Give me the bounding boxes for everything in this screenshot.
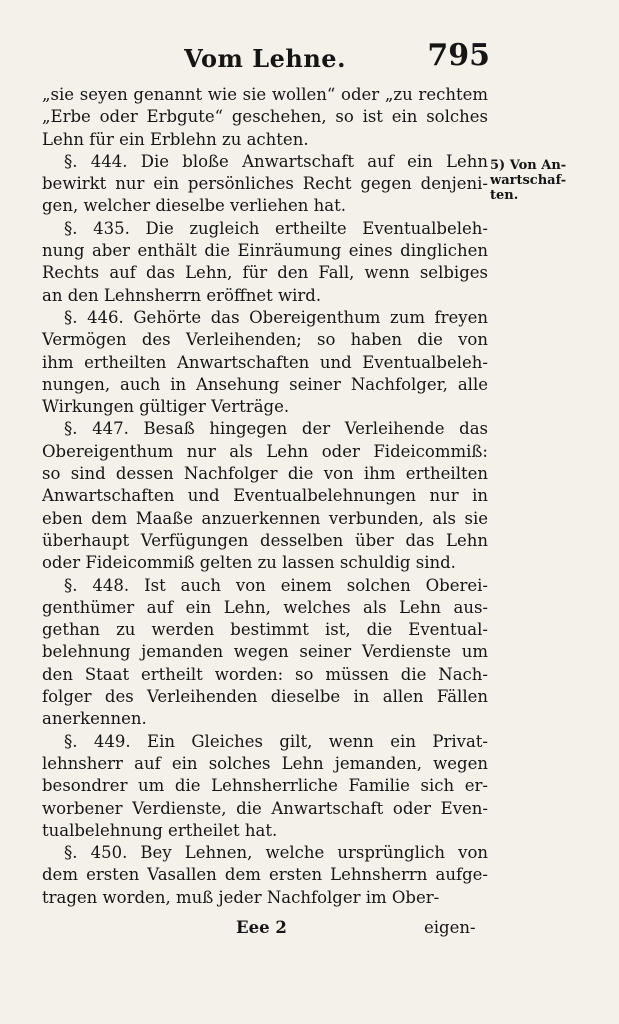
text-line: Vermögen des Verleihenden; so haben die von	[42, 330, 488, 350]
paragraph	[42, 731, 488, 842]
text-line: eben dem Maaße anzuerkennen verbunden, als sie	[42, 508, 488, 528]
text-line: dem ersten Vasallen dem ersten Lehnsherrn aufge-	[42, 865, 488, 885]
text-line: bewirkt nur ein persönliches Recht gegen denjeni-	[42, 174, 488, 194]
text-line: §. 448. Ist auch von einem solchen Oberei-	[64, 575, 488, 595]
text-line: §. 447. Besaß hingegen der Verleihende das	[64, 419, 488, 439]
text-line: gethan zu werden bestimmt ist, die Eventual-	[42, 620, 488, 640]
text-line: gen, welcher dieselbe verliehen hat.	[42, 196, 346, 216]
margin-note	[490, 158, 580, 203]
paragraph	[42, 84, 488, 151]
body-text	[42, 84, 488, 909]
text-line: „Erbe oder Erbgute“ geschehen, so ist ein solches	[42, 107, 488, 127]
text-line: §. 450. Bey Lehnen, welche ursprünglich von	[64, 843, 488, 863]
text-line: folger des Verleihenden dieselbe in allen Fällen	[42, 687, 488, 707]
paragraph	[42, 842, 488, 909]
text-line: §. 446. Gehörte das Obereigenthum zum freyen	[64, 307, 488, 327]
text-line: ihm ertheilten Anwartschaften und Eventualbeleh-	[42, 352, 488, 372]
text-line: tragen worden, muß jeder Nachfolger im Ober-	[42, 887, 440, 907]
paragraph	[42, 218, 488, 307]
text-line: genthümer auf ein Lehn, welches als Lehn aus-	[42, 597, 488, 617]
text-line: §. 449. Ein Gleiches gilt, wenn ein Privat-	[64, 731, 488, 751]
text-line: lehnsherr auf ein solches Lehn jemanden, wegen	[42, 753, 488, 773]
text-line: den Staat ertheilt worden: so müssen die Nach-	[42, 664, 488, 684]
catchword: eigen-	[424, 918, 476, 937]
text-line: oder Fideicommiß gelten zu lassen schuldig sind.	[42, 553, 456, 573]
text-line: an den Lehnsherrn eröffnet wird.	[42, 285, 322, 305]
text-line: belehnung jemanden wegen seiner Verdienste um	[42, 642, 488, 662]
page-number: 795	[427, 38, 490, 73]
paragraph	[42, 575, 488, 731]
text-line: §. 435. Die zugleich ertheilte Eventualbeleh-	[64, 218, 488, 238]
text-line: Wirkungen gültiger Verträge.	[42, 397, 290, 417]
text-line: Lehn für ein Erblehn zu achten.	[42, 129, 309, 149]
paragraph	[42, 418, 488, 574]
text-line: nung aber enthält die Einräumung eines dinglichen	[42, 241, 488, 261]
paragraph	[42, 151, 488, 218]
running-title: Vom Lehne.	[184, 44, 346, 73]
text-line: Rechts auf das Lehn, für den Fall, wenn selbiges	[42, 263, 488, 283]
margin-note-line: wartschaf-	[490, 173, 567, 188]
text-line: besondrer um die Lehnsherrliche Familie sich er-	[42, 776, 488, 796]
text-line: so sind dessen Nachfolger die von ihm ertheilten	[42, 464, 488, 484]
text-line: §. 444. Die bloße Anwartschaft auf ein Lehn	[64, 151, 488, 171]
text-line: Anwartschaften und Eventualbelehnungen nur in	[42, 486, 488, 506]
text-line: überhaupt Verfügungen desselben über das Lehn	[42, 530, 488, 550]
margin-note-line: ten.	[490, 188, 519, 203]
margin-note-line: 5) Von An-	[490, 158, 567, 173]
printer-signature: Eee 2	[236, 918, 287, 937]
page-header	[40, 38, 490, 78]
text-line: tualbelehnung ertheilet hat.	[42, 820, 278, 840]
paragraph	[42, 307, 488, 418]
text-line: anerkennen.	[42, 709, 147, 729]
text-line: „sie seyen genannt wie sie wollen“ oder „zu rechtem	[42, 85, 488, 104]
text-line: nungen, auch in Ansehung seiner Nachfolger, alle	[42, 374, 488, 394]
text-line: worbener Verdienste, die Anwartschaft oder Even-	[42, 798, 488, 818]
text-line: Obereigenthum nur als Lehn oder Fideicommiß:	[42, 441, 488, 461]
